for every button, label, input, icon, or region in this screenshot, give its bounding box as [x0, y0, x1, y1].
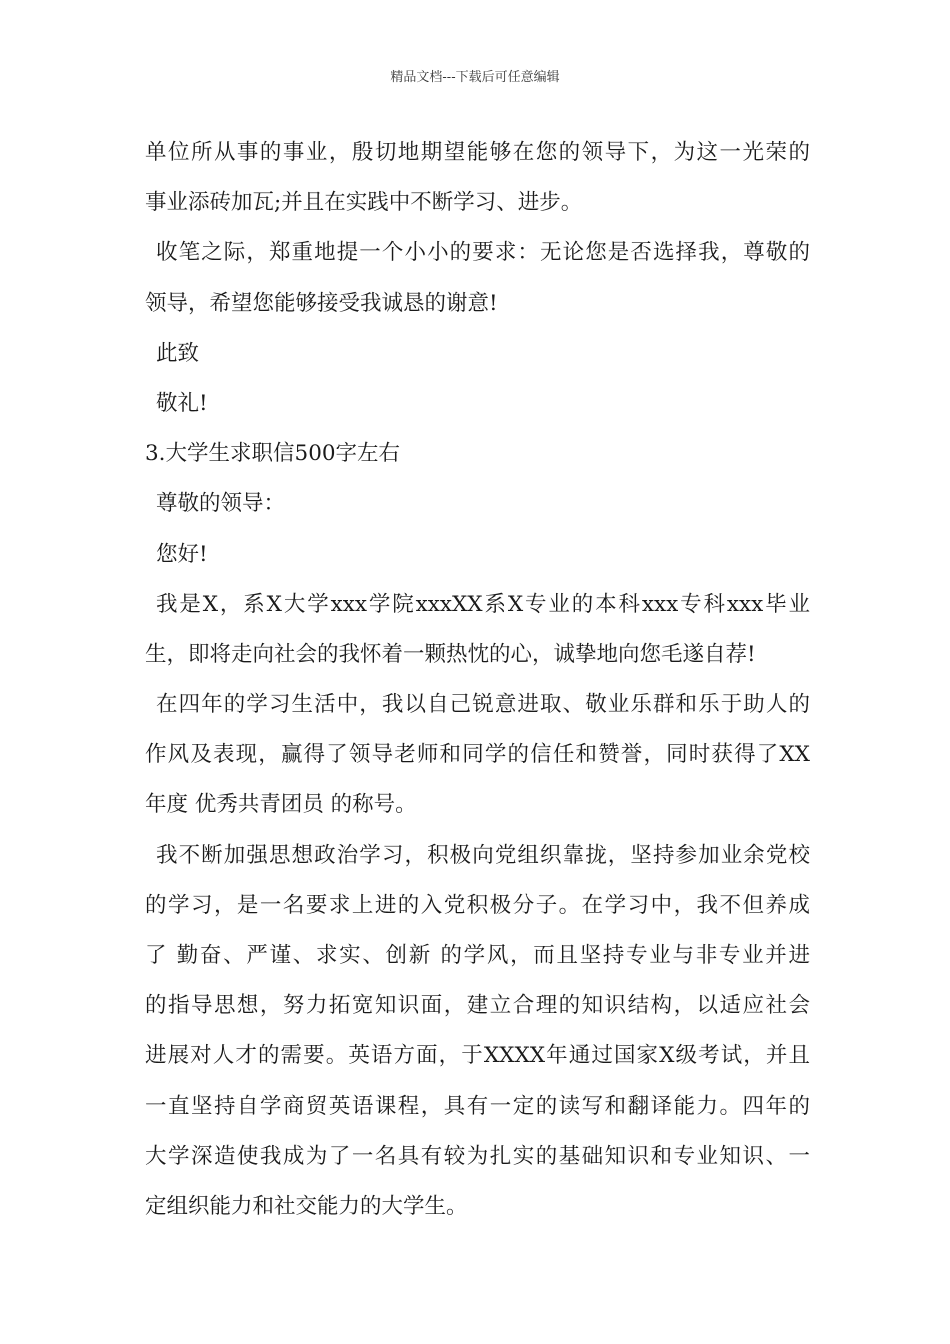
text-line: 领导，希望您能够接受我诚恳的谢意! [145, 290, 498, 316]
text-line: 您好! [156, 541, 208, 567]
text-line: 一直坚持自学商贸英语课程，具有一定的读写和翻译能力。四年的 [145, 1093, 810, 1119]
text-line: 定组织能力和社交能力的大学生。 [145, 1193, 468, 1219]
page-header: 精品文档---下载后可任意编辑 [390, 70, 560, 85]
text-line: 收笔之际，郑重地提一个小小的要求：无论您是否选择我，尊敬的 [156, 240, 810, 266]
text-line: 敬礼! [156, 390, 208, 416]
text-line: 单位所从事的事业，殷切地期望能够在您的领导下，为这一光荣的 [145, 140, 810, 165]
text-line: 事业添砖加瓦;并且在实践中不断学习、进步。 [145, 190, 583, 216]
document-body [145, 128, 810, 1232]
text-line: 此致 [156, 340, 200, 366]
text-line: 进展对人才的需要。英语方面，于XXXX年通过国家X级考试，并且 [145, 1043, 810, 1069]
text-line: 生，即将走向社会的我怀着一颗热忱的心，诚挚地向您毛遂自荐! [145, 641, 756, 667]
text-line: 我是X，系X大学xxx学院xxxXX系X专业的本科xxx专科xxx毕业 [156, 591, 810, 617]
text-line: 我不断加强思想政治学习，积极向党组织靠拢，坚持参加业余党校 [156, 842, 810, 868]
text-line: 作风及表现，赢得了领导老师和同学的信任和赞誉，同时获得了XX [145, 742, 810, 768]
text-line: 尊敬的领导： [156, 491, 286, 517]
text-line: 的指导思想，努力拓宽知识面，建立合理的知识结构，以适应社会 [145, 993, 810, 1019]
text-line: 了 勤奋、严谨、求实、创新 的学风，而且坚持专业与非专业并进 [145, 943, 810, 968]
text-line: 在四年的学习生活中，我以自己锐意进取、敬业乐群和乐于助人的 [156, 692, 810, 718]
text-line: 年度 优秀共青团员 的称号。 [145, 792, 417, 818]
text-line: 的学习，是一名要求上进的入党积极分子。在学习中，我不但养成 [145, 892, 810, 918]
section-heading: 3.大学生求职信500字左右 [145, 441, 401, 467]
text-line: 大学深造使我成为了一名具有较为扎实的基础知识和专业知识、一 [145, 1143, 810, 1169]
